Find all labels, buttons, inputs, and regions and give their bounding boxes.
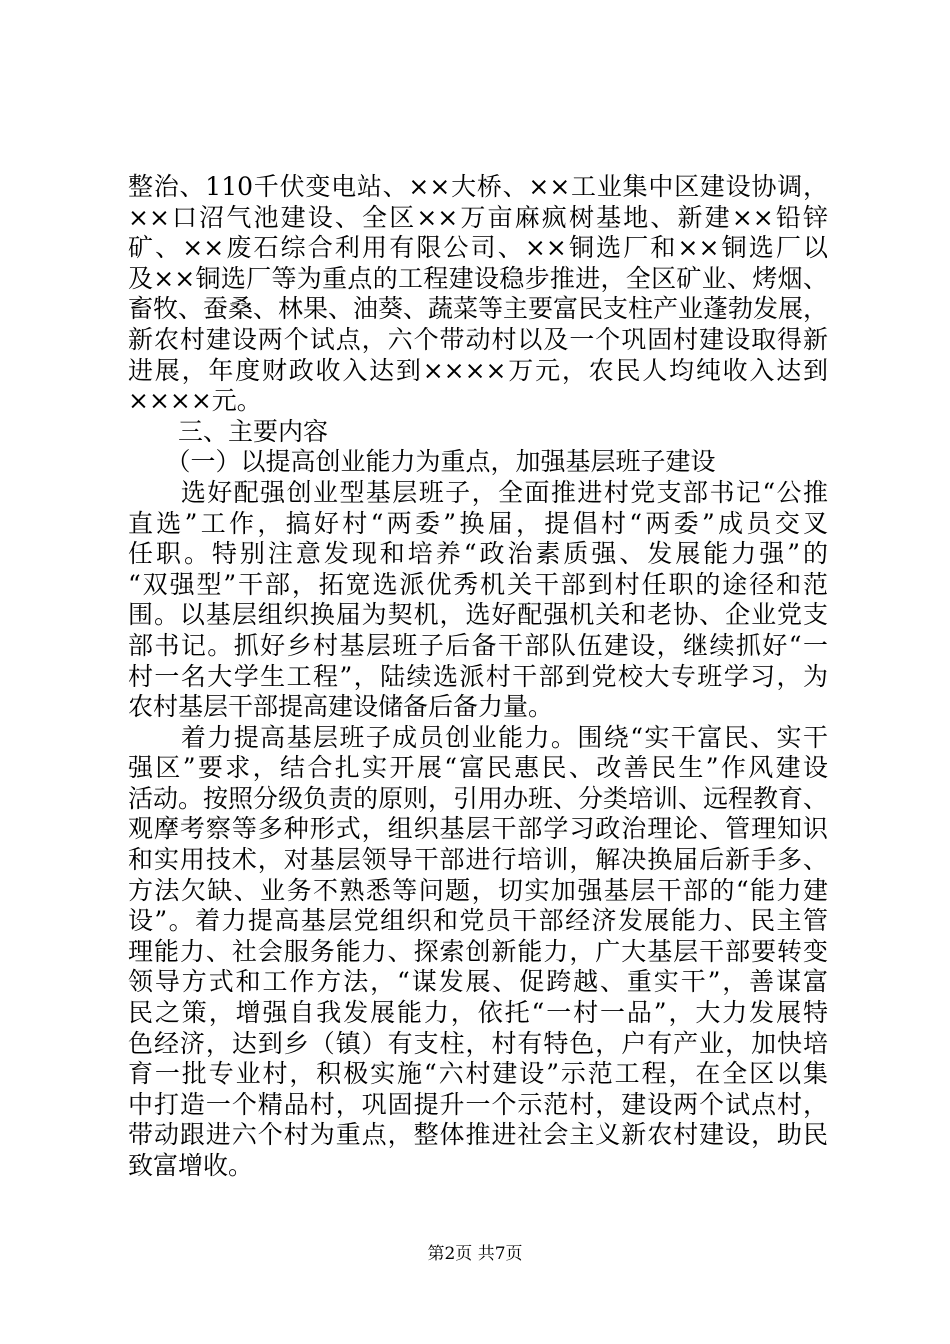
text-line: 设”。着力提高基层党组织和党员干部经济发展能力、民主管 xyxy=(128,906,828,936)
text-line: ××口沼气池建设、全区××万亩麻疯树基地、新建××铅锌 xyxy=(128,202,828,232)
text-line: 农村基层干部提高建设储备后备力量。 xyxy=(128,692,554,722)
text-line: 强区”要求，结合扎实开展“富民惠民、改善民生”作风建设 xyxy=(128,753,828,783)
text-line: 带动跟进六个村为重点，整体推进社会主义新农村建设，助民 xyxy=(128,1120,828,1150)
text-line: 育一批专业村，积极实施“六村建设”示范工程，在全区以集 xyxy=(128,1059,828,1089)
text-line: 和实用技术，对基层领导干部进行培训，解决换届后新手多、 xyxy=(128,845,828,875)
text-line: 畜牧、蚕桑、林果、油葵、蔬菜等主要富民支柱产业蓬勃发展， xyxy=(128,294,829,324)
text-line: 村一名大学生工程”，陆续选派村干部到党校大专班学习，为 xyxy=(128,661,828,691)
text-line: 任职。特别注意发现和培养“政治素质强、发展能力强”的 xyxy=(128,539,828,569)
text-line: 中打造一个精品村，巩固提升一个示范村，建设两个试点村， xyxy=(128,1089,828,1119)
text-line: 部书记。抓好乡村基层班子后备干部队伍建设，继续抓好“一 xyxy=(128,630,828,660)
text-line: 选好配强创业型基层班子，全面推进村党支部书记“公推 xyxy=(128,477,828,507)
document-body xyxy=(128,172,828,1182)
text-line: 活动。按照分级负责的原则，引用办班、分类培训、远程教育、 xyxy=(128,783,829,813)
text-line: 着力提高基层班子成员创业能力。围绕“实干富民、实干 xyxy=(128,722,828,752)
text-line: 直选”工作，搞好村“两委”换届，提倡村“两委”成员交叉 xyxy=(128,508,828,538)
text-line: 三、主要内容 xyxy=(128,416,329,446)
text-line: ××××元。 xyxy=(128,386,262,416)
text-line: 进展，年度财政收入达到××××万元，农民人均纯收入达到 xyxy=(128,355,828,385)
text-line: 及××铜选厂等为重点的工程建设稳步推进，全区矿业、烤烟、 xyxy=(128,263,828,293)
text-line: “双强型”干部，拓宽选派优秀机关干部到村任职的途径和范 xyxy=(128,569,828,599)
text-line: 观摩考察等多种形式，组织基层干部学习政治理论、管理知识 xyxy=(128,814,828,844)
text-line: 致富增收。 xyxy=(128,1151,254,1180)
text-line: 围。以基层组织换届为契机，选好配强机关和老协、企业党支 xyxy=(128,600,828,630)
text-line: （一）以提高创业能力为重点，加强基层班子建设 xyxy=(128,447,716,477)
text-line: 领导方式和工作方法，“谋发展、促跨越、重实干”，善谋富 xyxy=(128,967,828,997)
text-line: 矿、××废石综合利用有限公司、××铜选厂和××铜选厂以 xyxy=(128,233,828,263)
text-line: 民之策，增强自我发展能力，依托“一村一品”，大力发展特 xyxy=(128,998,828,1028)
text-line: 整治、110千伏变电站、××大桥、××工业集中区建设协调， xyxy=(128,172,828,201)
text-line: 色经济，达到乡（镇）有支柱，村有特色，户有产业，加快培 xyxy=(128,1028,828,1058)
page-footer: 第2页 共7页 xyxy=(427,1244,523,1264)
text-line: 理能力、社会服务能力、探索创新能力，广大基层干部要转变 xyxy=(128,936,828,966)
text-line: 方法欠缺、业务不熟悉等问题，切实加强基层干部的“能力建 xyxy=(128,875,828,905)
text-line: 新农村建设两个试点，六个带动村以及一个巩固村建设取得新 xyxy=(128,324,828,354)
